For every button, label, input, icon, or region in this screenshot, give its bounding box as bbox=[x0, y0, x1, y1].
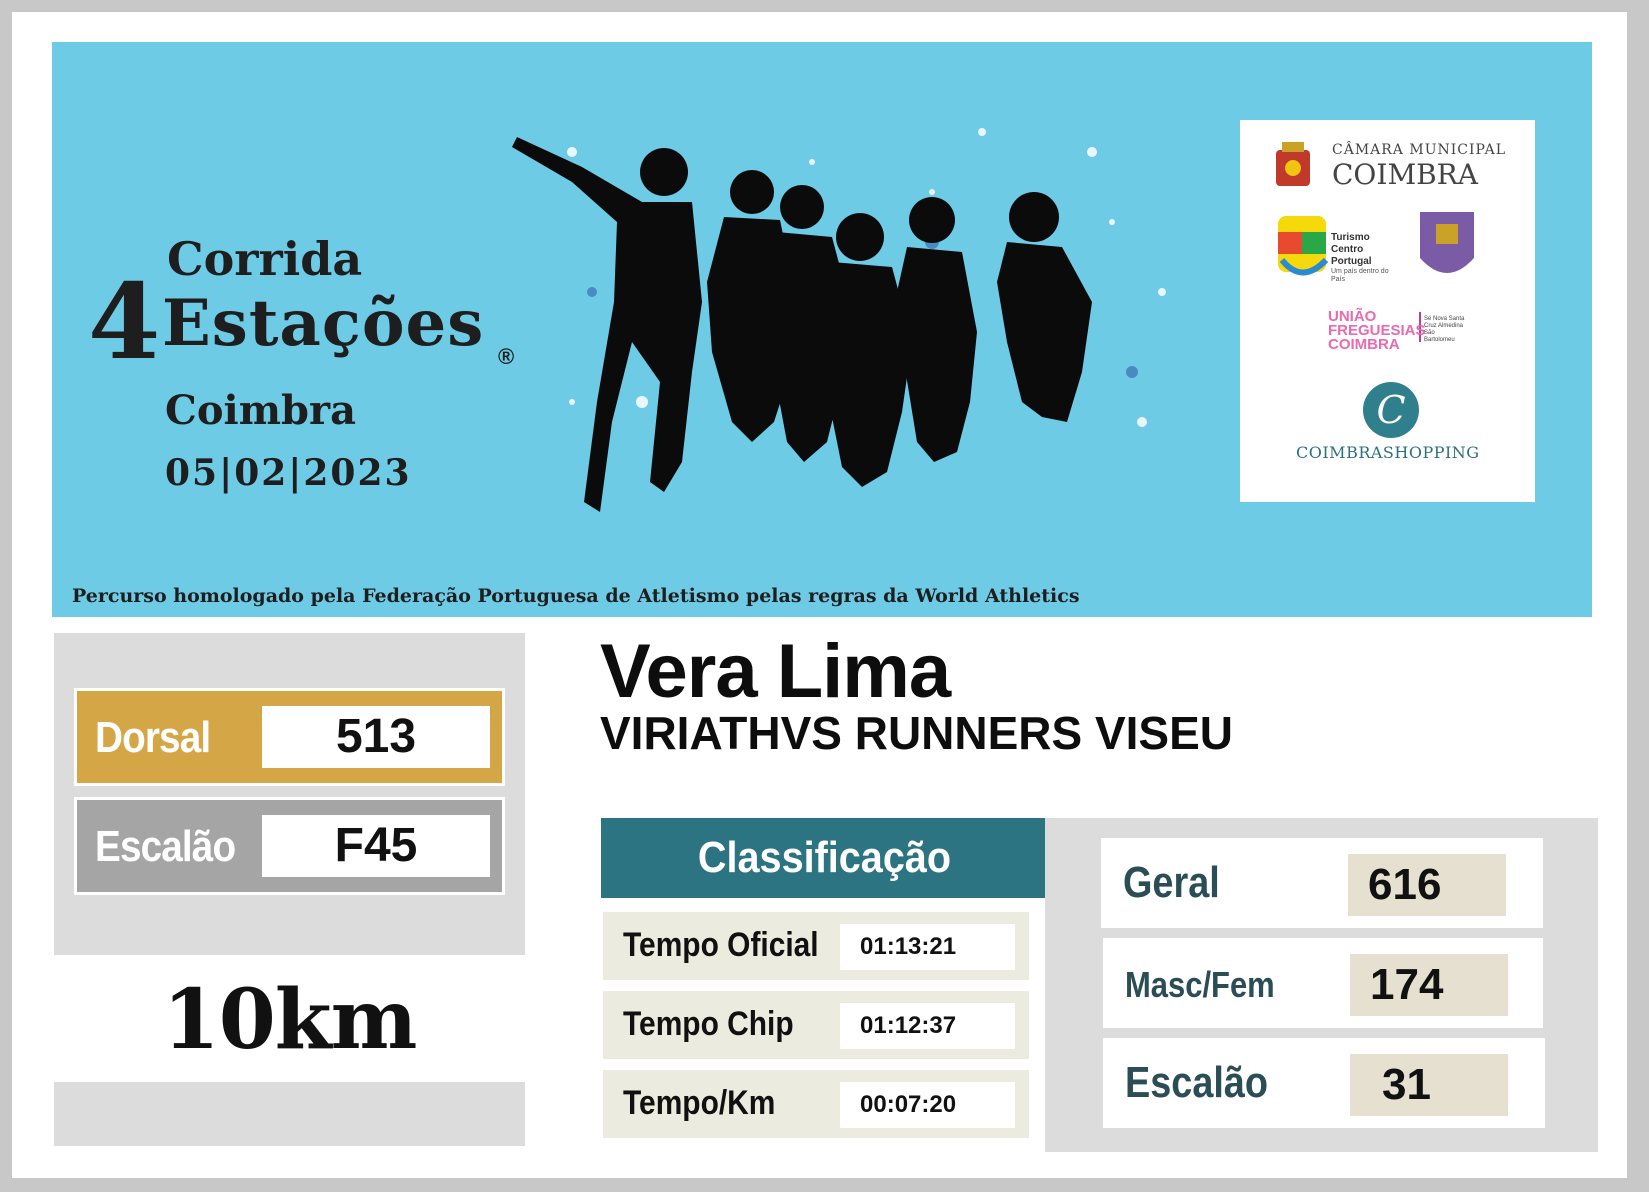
left-footer-bar bbox=[54, 1082, 525, 1146]
time-label: Tempo Chip bbox=[623, 1005, 794, 1043]
time-row bbox=[603, 912, 1029, 980]
rank-value: 31 bbox=[1350, 1054, 1508, 1116]
athlete-club: VIRIATHVS RUNNERS VISEU bbox=[600, 707, 1234, 759]
dorsal-value: 513 bbox=[262, 706, 490, 768]
rank-value: 616 bbox=[1348, 854, 1506, 916]
athlete-id-panel bbox=[54, 633, 525, 955]
rank-label: Geral bbox=[1123, 858, 1220, 907]
camara-small-text: CÂMARA MUNICIPAL bbox=[1332, 142, 1507, 158]
time-label: Tempo/Km bbox=[623, 1084, 776, 1122]
event-banner bbox=[52, 42, 1592, 617]
event-title-estacoes: Estações bbox=[162, 286, 485, 361]
camara-big-text: COIMBRA bbox=[1332, 158, 1478, 191]
event-title-corrida: Corrida bbox=[167, 232, 363, 286]
sponsors-panel bbox=[1240, 120, 1535, 502]
rank-row bbox=[1101, 838, 1543, 928]
parish-crest-icon bbox=[1420, 212, 1474, 273]
turismo-text: Turismo Centro Portugal bbox=[1331, 232, 1372, 267]
event-date: 05|02|2023 bbox=[165, 452, 412, 494]
time-value: 01:13:21 bbox=[840, 924, 1015, 970]
rank-label: Escalão bbox=[1125, 1058, 1269, 1107]
event-title-number: 4 bbox=[88, 260, 161, 383]
coimbrashopping-text: COIMBRASHOPPING bbox=[1296, 443, 1480, 462]
escalao-value: F45 bbox=[262, 815, 490, 877]
classificacao-header bbox=[601, 818, 1048, 898]
distance-panel bbox=[54, 960, 525, 1080]
registered-mark: ® bbox=[498, 344, 515, 369]
turismo-logo-icon bbox=[1278, 216, 1326, 273]
dorsal-box bbox=[74, 688, 505, 786]
time-value: 01:12:37 bbox=[840, 1003, 1015, 1049]
coimbra-crest-icon bbox=[1276, 142, 1310, 186]
rank-label: Masc/Fem bbox=[1125, 964, 1275, 1005]
ranking-panel bbox=[1045, 818, 1598, 1152]
rank-value: 174 bbox=[1350, 954, 1508, 1016]
coimbrashopping-logo-icon: C bbox=[1363, 382, 1419, 438]
escalao-box bbox=[74, 797, 505, 895]
rank-row bbox=[1103, 1038, 1545, 1128]
uniao-subtext: Sé Nova Santa Cruz Almedina São Bartolomeu bbox=[1424, 316, 1465, 343]
time-row bbox=[603, 991, 1029, 1059]
turismo-subtext: Um país dentro do País bbox=[1331, 268, 1389, 283]
homologation-note: Percurso homologado pela Federação Portuguesa de Atletismo pelas regras da World Athletics bbox=[72, 585, 1080, 607]
event-city: Coimbra bbox=[165, 387, 356, 434]
time-label: Tempo Oficial bbox=[623, 926, 819, 964]
uniao-text: UNIÃO FREGUESIAS COIMBRA bbox=[1328, 308, 1426, 353]
distance-value: 10km bbox=[162, 972, 417, 1068]
dorsal-label: Dorsal bbox=[95, 713, 211, 762]
rank-row bbox=[1103, 938, 1543, 1028]
time-value: 00:07:20 bbox=[840, 1082, 1015, 1128]
escalao-label: Escalão bbox=[95, 822, 236, 871]
classificacao-title: Classificação bbox=[697, 833, 952, 882]
time-row bbox=[603, 1070, 1029, 1138]
athlete-name: Vera Lima bbox=[600, 629, 951, 714]
